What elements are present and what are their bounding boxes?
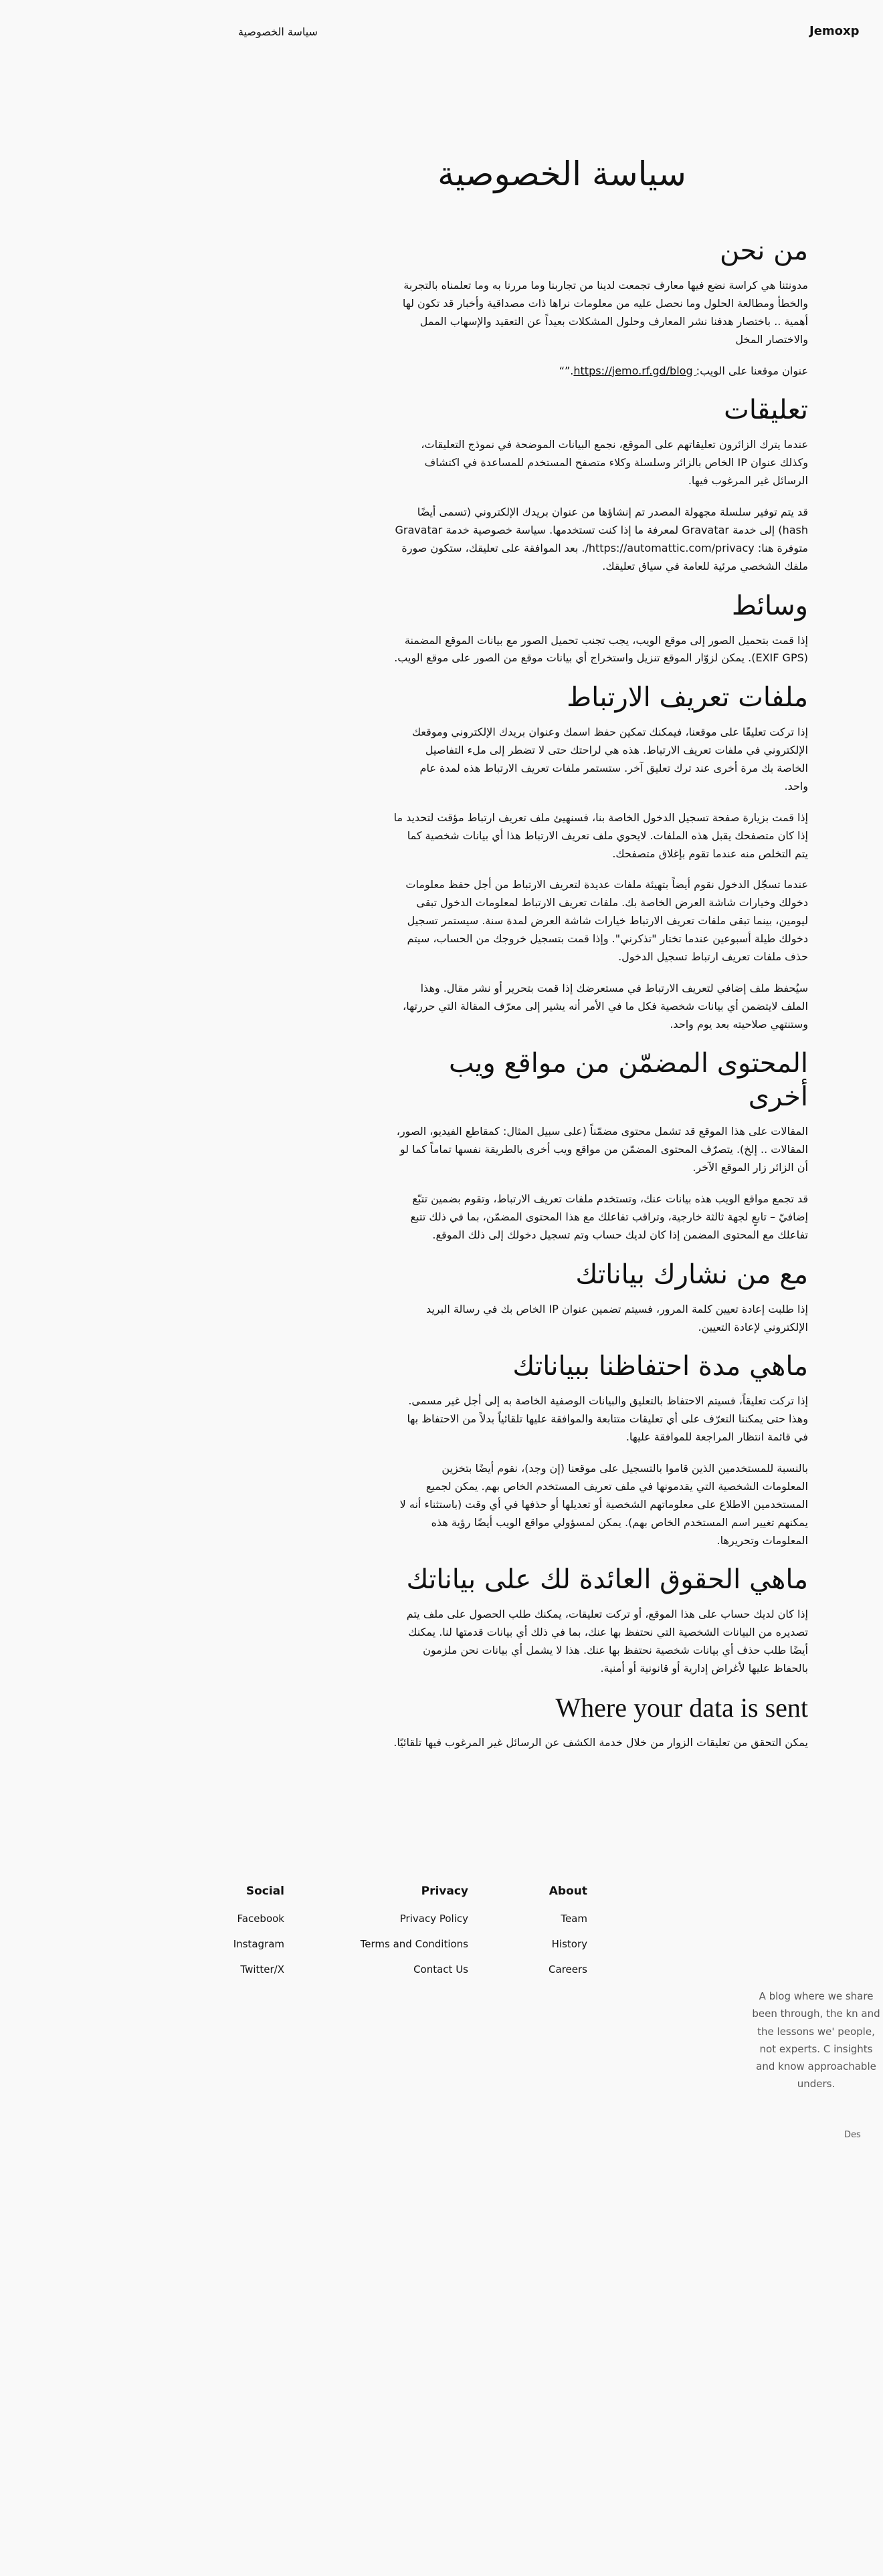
- footer-link-team[interactable]: Team: [561, 1913, 587, 1925]
- section-data-sharing: [393, 1258, 808, 1337]
- section-where-data-sent: [393, 1691, 808, 1752]
- footer-link-terms[interactable]: Terms and Conditions: [360, 1938, 468, 1950]
- footer-link-contact[interactable]: Contact Us: [413, 1963, 468, 1975]
- footer-column-privacy: [348, 1885, 468, 1989]
- paragraph: سيُحفظ ملف إضافي لتعريف الارتباط في مستعرضك إذا قمت بتحرير أو نشر مقال. وهذا الملف لايتضمن أي بيانات شخصية فكل ما في الأمر أنه يشير إلى معرّف المقالة التي حررتها، وستنتهي صلاحيته بعد يوم واحد.: [403, 981, 808, 1031]
- footer-link-careers[interactable]: Careers: [549, 1963, 587, 1975]
- paragraph: إذا تركت تعليقًا على موقعنا، فيمكنك تمكين حفظ اسمك وعنوان بريدك الإلكتروني وموقعك الإلكتروني في ملفات تعريف الارتباط. هذه هي لراحتك حتى لا تضطر إلى ملء التفاصيل الخاصة بك مرة أخرى عند ترك تعليق آخر. ستستمر ملفات تعريف الارتباط هذه لمدة عام واحد.: [411, 726, 808, 792]
- section-data-retention: [393, 1350, 808, 1549]
- section-heading-where-data-sent: Where your data is sent: [555, 1692, 808, 1723]
- section-heading-embedded-content: المحتوى المضمّن من مواقع ويب أخرى: [448, 1048, 808, 1113]
- footer-link-history[interactable]: History: [551, 1938, 587, 1950]
- paragraph: إذا قمت بتحميل الصور إلى موقع الويب، يجب تجنب تحميل الصور مع بيانات الموقع المضمنة (EXIF GPS). يمكن لزوّار الموقع تنزيل واستخراج أي بيانات موقع من الصور على موقع الويب.: [394, 633, 808, 665]
- paragraph: يمكن التحقق من تعليقات الزوار من خلال خدمة الكشف عن الرسائل غير المرغوب فيها تلقائيًا.: [393, 1735, 808, 1749]
- section-your-rights: [393, 1563, 808, 1678]
- footer-link-facebook[interactable]: Facebook: [237, 1913, 284, 1925]
- website-address-suffix: ِ.”“: [559, 364, 574, 377]
- paragraph: بالنسبة للمستخدمين الذين قاموا بالتسجيل على موقعنا (إن وجد)، نقوم أيضًا بتخزين المعلومات الشخصية التي يقدمونها في ملف تعريف المستخدم الخاص بهم. يمكن لجميع المستخدمين الاطلاع على معلوماتهم الشخصية أو تعديلها أو حذفها في أي وقت (باستثناء أنه لا يمكنهم تغيير اسم المستخدم الخاص بهم). يمكن لمسؤولي مواقع الويب أيضًا رؤية هذه المعلومات وتحريرها.: [399, 1462, 808, 1547]
- footer-column-social: [164, 1885, 284, 1989]
- paragraph: إذا تركت تعليقاً، فسيتم الاحتفاظ بالتعليق والبيانات الوصفية الخاصة به إلى أجل غير مسمى. وهذا حتى يمكننا التعرّف على أي تعليقات متتابعة والموافقة عليها تلقائياً بدلاً من الاحتفاظ بها في قائمة انتظار المراجعة للموافقة عليها.: [407, 1394, 808, 1444]
- footer-column-about: [467, 1885, 587, 1989]
- website-url-link[interactable]: https://jemo.rf.gd/blog: [573, 364, 693, 377]
- section-heading-your-rights: ماهي الحقوق العائدة لك على بياناتك: [406, 1564, 808, 1596]
- main-content: [393, 234, 808, 1765]
- paragraph: عندما يترك الزائرون تعليقاتهم على الموقع، نجمع البيانات الموضحة في نموذج التعليقات، وكذلك عنوان IP الخاص بالزائر وسلسلة وكلاء متصفح المستخدم للمساعدة في اكتشاف الرسائل غير المرغوب فيها.: [421, 438, 808, 488]
- section-heading-cookies: ملفات تعريف الارتباط: [567, 682, 808, 714]
- footer-heading-privacy: Privacy: [421, 1885, 468, 1898]
- paragraph: قد تجمع مواقع الويب هذه بيانات عنك، وتستخدم ملفات تعريف الارتباط، وتقوم بضمين تتبّع إضافيّ – تابعٍ لجهة ثالثة خارجية، وتراقب تفاعلك مع هذا المحتوى المضمّن، بما في ذلك تتبع تفاعلك مع المحتوى المضمن إذا كان لديك حساب وتم تسجيل دخولك إلى ذلك الموقع.: [410, 1192, 808, 1241]
- paragraph: إذا كان لديك حساب على هذا الموقع، أو تركت تعليقات، يمكنك طلب الحصول على ملف يتم تصديره من البيانات الشخصية التي نحتفظ بها عنك، بما في ذلك أي بيانات قدمتها لنا. يمكنك أيضًا طلب حذف أي بيانات شخصية نحتفظ بها عنك. هذا لا يشمل أي بيانات نحن ملزمون بالحفاظ عليها لأغراض إدارية أو قانونية أو أمنية.: [406, 1608, 808, 1675]
- site-title-link[interactable]: Jemoxp: [809, 24, 860, 38]
- footer-tagline: A blog where we share been through, the kn and the lessons we' people, not experts. C insights and know approachable unders.: [752, 1990, 880, 2090]
- footer-link-instagram[interactable]: Instagram: [233, 1938, 284, 1950]
- section-heading-data-sharing: مع من نشارك بياناتك: [575, 1259, 808, 1290]
- paragraph: إذا طلبت إعادة تعيين كلمة المرور، فسيتم تضمين عنوان IP الخاص بك في رسالة البريد الإلكتروني لإعادة التعيين.: [425, 1302, 808, 1333]
- paragraph: المقالات على هذا الموقع قد تشمل محتوى مضمّناً (على سبيل المثال: كمقاطع الفيديو، الصور، المقالات .. إلخ). يتصرّف المحتوى المضمّن من مواقع ويب أخرى بالطريقة نفسها تماماً كما لو أن الزائر زار الموقع الآخر.: [396, 1125, 808, 1174]
- section-heading-who-we-are: من نحن: [720, 235, 808, 266]
- footer-heading-about: About: [549, 1885, 587, 1898]
- page-title: سياسة الخصوصية: [437, 154, 686, 193]
- website-address-label: عنوان موقعنا على الويب:: [692, 364, 808, 377]
- section-comments: [393, 393, 808, 575]
- section-heading-media: وسائط: [731, 590, 808, 621]
- paragraph: إذا قمت بزيارة صفحة تسجيل الدخول الخاصة بنا، فسنهيئ ملف تعريف ارتباط مؤقت لتحديد ما إذا كان متصفحك يقبل هذه الملفات. لايحوي ملف تعريف الارتباط هذا أي بيانات شخصية كما يتم التخلص منه عندما تقوم بإغلاق متصفحك.: [393, 811, 808, 860]
- paragraph: مدونتنا هي كراسة نضع فيها معارف تجمعت لدينا من تجاربنا وما مررنا به وما تعلمناه بالتجربة والخطأ ومطالعة الحلول وما نحصل عليه من معلومات نراها ذات مصداقية وأخبار قد تكون لها أهمية .. باختصار هدفنا نشر المعارف وحلول المشكلات بعيداً عن التعقيد والإسهاب الممل والاختصار المخل: [402, 279, 808, 346]
- nav-link-privacy-policy[interactable]: سياسة الخصوصية: [238, 25, 318, 38]
- section-cookies: [393, 681, 808, 1033]
- footer-link-twitter[interactable]: Twitter/X: [240, 1963, 284, 1975]
- section-embedded-content: [393, 1047, 808, 1244]
- section-heading-comments: تعليقات: [724, 395, 808, 426]
- section-media: [393, 589, 808, 668]
- footer-heading-social: Social: [246, 1885, 284, 1898]
- paragraph: قد يتم توفير سلسلة مجهولة المصدر تم إنشاؤها من عنوان بريدك الإلكتروني (تسمى أيضًا hash) إلى خدمة Gravatar لمعرفة ما إذا كنت تستخدمها. سياسة خصوصية خدمة Gravatar متوفرة هنا: https://automattic.com/privacy/. بعد الموافقة على تعليقك، ستكون صورة ملفك الشخصي مرئية للعامة في سياق تعليقك.: [395, 506, 808, 572]
- paragraph: عندما تسجّل الدخول نقوم أيضاً بتهيئة ملفات عديدة لتعريف الارتباط من أجل حفظ معلومات دخولك وخيارات شاشة العرض الخاصة بك. ملفات تعريف الارتباط لمعلومات الدخول تبقى ليومين، بينما تبقى ملفات تعريف الارتباط خيارات شاشة العرض لمدة سنة. سيستمر تسجيل دخولك طيلة أسبوعين عندما تختار "تذكرني". وإذا قمت بتسجيل خروجك من الحساب، سيتم حذف ملفات تعريف ارتباط تسجيل الدخول.: [405, 878, 808, 963]
- footer-credit: Des: [844, 2130, 861, 2140]
- footer-link-privacy-policy[interactable]: Privacy Policy: [399, 1913, 468, 1925]
- section-heading-data-retention: ماهي مدة احتفاظنا ببياناتك: [512, 1351, 808, 1382]
- section-who-we-are: [393, 234, 808, 380]
- website-address-paragraph: [393, 362, 808, 381]
